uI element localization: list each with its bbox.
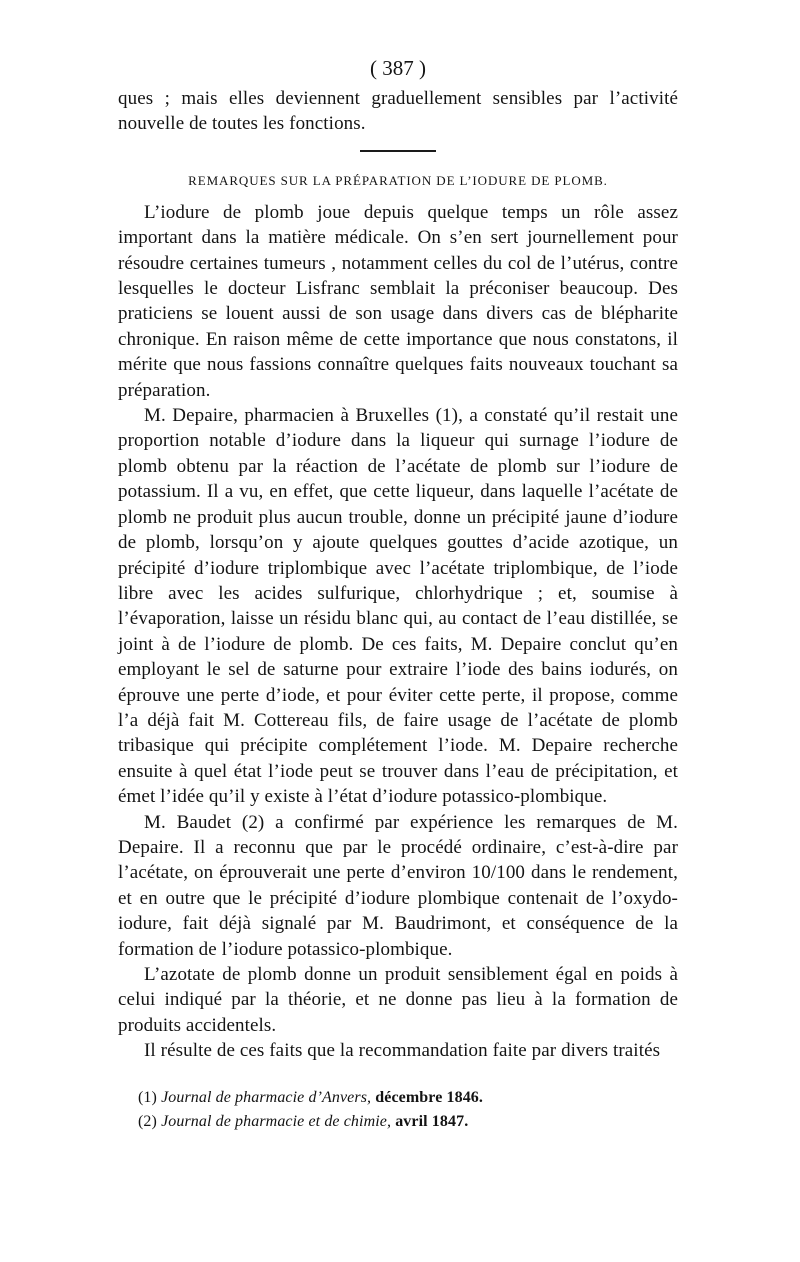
footnotes [118,1086,678,1134]
paragraph: L’iodure de plomb joue depuis quelque temps un rôle assez important dans la matière médicale. On s’en sert journellement pour résoudre certaines tumeurs , notamment celles du col de l’utérus, contre lesquelles le docteur Lisfranc semblait la préconiser beaucoup. Des praticiens se louent aussi de son usage dans divers cas de blépharite chronique. En raison même de cette importance que nous constatons, il mérite que nous fassions connaître quelques faits nouveaux touchant sa préparation. [118,201,678,401]
footnote-marker: (1) [138,1088,157,1106]
footnote [138,1110,678,1134]
paragraph: M. Baudet (2) a confirmé par expérience les remarques de M. Depaire. Il a reconnu que par le procédé ordinaire, c’est-à-dire par l’acétate, on éprouverait une perte d’environ 10/100 dans le rendement, et en outre que le précipité d’iodure plombique contenait de l’oxydo-iodure, fait déjà signalé par M. Baudrimont, et conséquence de la formation de l’iodure potassico-plombique. [118,811,678,960]
document-page [118,54,678,1134]
body-text [118,200,678,1064]
paragraph: Il résulte de ces faits que la recommandation faite par divers traités [144,1040,661,1062]
continuation-text: ques ; mais elles deviennent graduellement sensibles par l’activité nouvelle de toutes les fonctions. [118,88,678,135]
footnote-date: décembre 1846. [375,1088,483,1106]
section-divider [360,150,436,152]
paragraph: L’azotate de plomb donne un produit sensiblement égal en poids à celui indiqué par la théorie, et ne donne pas lieu à la formation de produits accidentels. [118,964,678,1036]
footnote-journal: Journal de pharmacie d’Anvers, [161,1088,372,1106]
footnote-journal: Journal de pharmacie et de chimie, [161,1112,392,1130]
section-heading: REMARQUES SUR LA PRÉPARATION DE L’IODURE DE PLOMB. [188,172,608,188]
footnote-marker: (2) [138,1112,157,1130]
footnote [138,1086,678,1110]
paragraph: M. Depaire, pharmacien à Bruxelles (1), a constaté qu’il restait une proportion notable d’iodure dans la liqueur qui surnage l’iodure de plomb obtenu par la réaction de l’acétate de plomb sur l’iodure de potassium. Il a vu, en effet, que cette liqueur, dans laquelle l’acétate de plomb ne produit plus aucun trouble, donne un précipité jaune d’iodure de plomb, lorsqu’on y ajoute quelques gouttes d’acide azotique, un précipité d’iodure triplombique avec l’acétate triplombique, de l’iode libre avec les acides sulfurique, chlorhydrique ; et, soumise à l’évaporation, laisse un résidu blanc qui, au contact de l’eau distillée, se joint à de l’iodure de plomb. De ces faits, M. Depaire conclut qu’en employant le sel de saturne pour extraire l’iode des bains iodurés, on éprouve une perte d’iode, et pour éviter cette perte, il propose, comme l’a déjà fait M. Cottereau fils, de faire usage de l’acétate de plomb tribasique qui précipite complétement l’iode. M. Depaire recherche ensuite à quel état l’iode peut se trouver dans l’eau de précipitation, et émet l’idée qu’il y existe à l’état d’iodure potassico-plombique. [118,405,678,808]
page-number: ( 387 ) [370,56,426,80]
footnote-date: avril 1847. [395,1112,469,1130]
